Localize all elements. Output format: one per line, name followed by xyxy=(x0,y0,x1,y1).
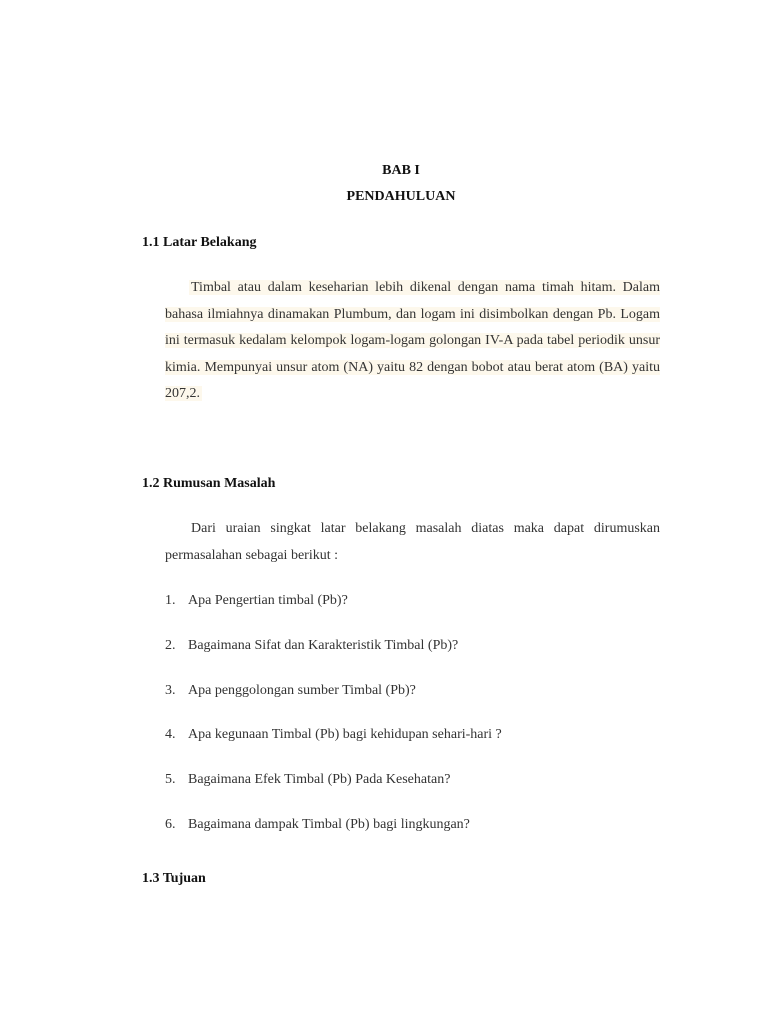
list-item xyxy=(165,727,502,743)
list-item xyxy=(165,772,450,788)
background-paragraph-text: Timbal atau dalam keseharian lebih dikenal dengan nama timah hitam. Dalam bahasa ilmiahnya dinamakan Plumbum, dan logam ini disimbolkan dengan Pb. Logam ini termasuk kedalam kelompok logam-logam golongan IV-A pada tabel periodik unsur kimia. Mempunyai unsur atom (NA) yaitu 82 dengan bobot atau berat atom (BA) yaitu 207,2. xyxy=(165,280,660,401)
list-item-number: 6. xyxy=(165,817,176,832)
list-item xyxy=(165,638,458,654)
list-item-number: 2. xyxy=(165,638,176,653)
section-heading-background: 1.1 Latar Belakang xyxy=(142,235,257,250)
list-item-number: 4. xyxy=(165,727,176,742)
background-paragraph xyxy=(165,275,660,408)
list-item-number: 3. xyxy=(165,683,176,698)
list-item xyxy=(165,683,416,699)
section-heading-problem: 1.2 Rumusan Masalah xyxy=(142,476,276,491)
chapter-label: BAB I xyxy=(382,163,420,178)
list-item-text: Bagaimana Sifat dan Karakteristik Timbal (Pb)? xyxy=(188,638,459,653)
list-item xyxy=(165,593,348,609)
list-item-text: Apa penggolongan sumber Timbal (Pb)? xyxy=(188,683,416,698)
list-item-text: Apa kegunaan Timbal (Pb) bagi kehidupan sehari-hari ? xyxy=(188,727,502,742)
list-item-text: Bagaimana Efek Timbal (Pb) Pada Kesehatan? xyxy=(188,772,451,787)
list-item-text: Apa Pengertian timbal (Pb)? xyxy=(188,593,348,608)
section-heading-goal: 1.3 Tujuan xyxy=(142,871,206,886)
problem-paragraph xyxy=(165,516,660,569)
problem-paragraph-text: Dari uraian singkat latar belakang masalah diatas maka dapat dirumuskan permasalahan sebagai berikut : xyxy=(165,521,660,563)
list-item-text: Bagaimana dampak Timbal (Pb) bagi lingkungan? xyxy=(188,817,470,832)
list-item xyxy=(165,817,470,833)
chapter-title: PENDAHULUAN xyxy=(346,189,456,204)
list-item-number: 5. xyxy=(165,772,176,787)
list-item-number: 1. xyxy=(165,593,176,608)
